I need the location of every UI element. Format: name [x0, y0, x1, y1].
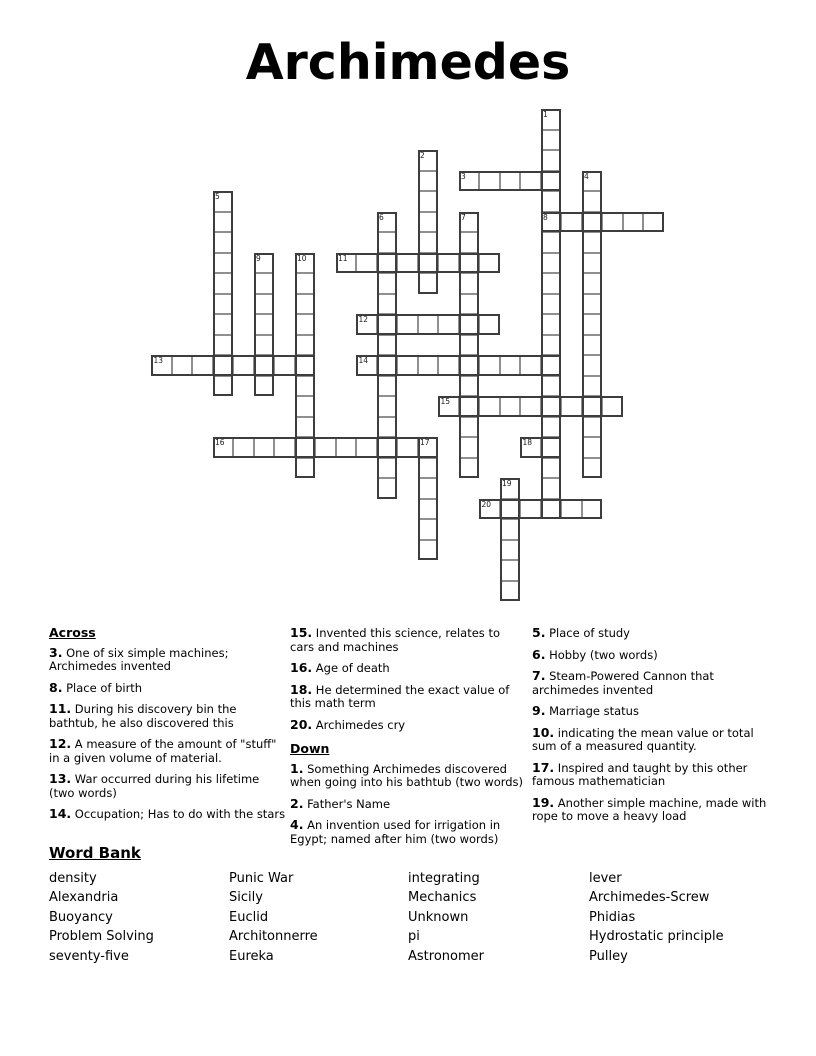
cell-number-4: 4 [584, 171, 589, 181]
grid-cell[interactable] [418, 273, 439, 294]
grid-cell[interactable] [377, 212, 398, 233]
grid-cell[interactable] [418, 499, 439, 520]
grid-cell[interactable] [541, 253, 562, 274]
clue-text: A measure of the amount of "stuff" in a given volume of material. [49, 737, 277, 765]
clue-number: 13. [49, 771, 72, 786]
clue-down-9 [532, 704, 769, 719]
grid-cell[interactable] [500, 581, 521, 602]
word-bank-item: density [49, 871, 97, 886]
clue-down-1 [290, 762, 527, 790]
grid-cell[interactable] [254, 335, 275, 356]
clue-column-1 [49, 626, 286, 829]
grid-cell[interactable] [295, 355, 316, 376]
grid-cell[interactable] [397, 355, 418, 376]
grid-cell[interactable] [295, 294, 316, 315]
clue-number: 15. [290, 625, 313, 640]
grid-cell[interactable] [418, 458, 439, 479]
clue-text: Occupation; Has to do with the stars [71, 807, 286, 821]
grid-cell[interactable] [356, 314, 377, 335]
grid-cell[interactable] [254, 253, 275, 274]
grid-cell[interactable] [254, 294, 275, 315]
grid-cell[interactable] [254, 376, 275, 397]
cell-number-16: 16 [215, 438, 225, 447]
grid-cell[interactable] [213, 253, 234, 274]
grid-cell[interactable] [459, 437, 480, 458]
cell-number-5: 5 [215, 192, 220, 201]
clue-text: Steam-Powered Cannon that archimedes invented [532, 669, 714, 697]
cell-number-18: 18 [522, 438, 533, 447]
grid-cell[interactable] [459, 417, 480, 438]
word-bank-columns [49, 869, 779, 966]
clue-down-6 [532, 648, 769, 663]
word-bank-column [49, 869, 229, 966]
grid-cell[interactable] [459, 355, 480, 376]
word-bank-item: Alexandria [49, 890, 119, 906]
cell-number-19: 19 [502, 479, 512, 488]
clue-across-11 [49, 702, 286, 730]
word-bank-heading: Word Bank [49, 844, 141, 862]
grid-cell[interactable] [438, 396, 459, 417]
grid-cell[interactable] [541, 109, 562, 130]
clue-down-5 [532, 626, 769, 641]
word-bank-item: Mechanics [408, 890, 477, 906]
grid-cell[interactable] [377, 314, 398, 335]
clue-down-4 [290, 818, 527, 846]
clue-text: Inspired and taught by this other famous mathematician [532, 760, 748, 788]
grid-cell[interactable] [541, 294, 562, 315]
word-bank-item: Architonnerre [229, 929, 318, 945]
clue-down-17 [532, 761, 769, 789]
word-bank-item: Astronomer [408, 948, 484, 964]
grid-cell[interactable] [541, 314, 562, 335]
grid-cell[interactable] [561, 396, 582, 417]
clue-across-20 [290, 718, 527, 733]
grid-cell[interactable] [438, 314, 459, 335]
clue-across-15 [290, 626, 527, 654]
grid-cell[interactable] [582, 232, 603, 253]
grid-cell[interactable] [582, 396, 603, 417]
grid-cell[interactable] [418, 150, 439, 171]
grid-cell[interactable] [377, 355, 398, 376]
clue-number: 2. [290, 795, 304, 811]
word-bank-item: Euclid [229, 909, 269, 925]
grid-cell[interactable] [295, 376, 316, 397]
grid-cell[interactable] [459, 294, 480, 315]
clue-number: 12. [49, 736, 72, 751]
grid-cell[interactable] [582, 458, 603, 479]
grid-cell[interactable] [418, 232, 439, 253]
grid-cell[interactable] [213, 212, 234, 233]
down-clues-list [290, 762, 527, 847]
grid-cell[interactable] [541, 355, 562, 376]
grid-cell[interactable] [213, 232, 234, 253]
grid-cell[interactable] [438, 355, 459, 376]
grid-cell[interactable] [541, 335, 562, 356]
clue-number: 9. [532, 703, 546, 718]
grid-cell[interactable] [213, 335, 234, 356]
grid-cell[interactable] [459, 171, 480, 192]
clue-down-19 [532, 796, 769, 824]
word-bank-item: Unknown [408, 909, 469, 925]
clue-across-18 [290, 683, 527, 711]
across-clues-list [49, 646, 286, 822]
grid-cell[interactable] [582, 417, 603, 438]
grid-cell[interactable] [541, 273, 562, 294]
grid-cell[interactable] [336, 437, 357, 458]
grid-cell[interactable] [377, 458, 398, 479]
grid-cell[interactable] [541, 499, 562, 520]
clue-number: 14. [49, 806, 72, 821]
grid-cell[interactable] [541, 396, 562, 417]
grid-cell[interactable] [295, 458, 316, 479]
grid-cell[interactable] [418, 191, 439, 212]
clue-number: 8. [49, 679, 63, 695]
grid-cell[interactable] [459, 335, 480, 356]
word-bank-item: Phidias [589, 909, 636, 925]
grid-cell[interactable] [582, 273, 603, 294]
grid-cell[interactable] [479, 314, 500, 335]
grid-cell[interactable] [520, 355, 541, 376]
grid-cell[interactable] [459, 314, 480, 335]
word-bank-item: Punic War [229, 871, 294, 886]
grid-cell[interactable] [295, 273, 316, 294]
grid-cell[interactable] [254, 273, 275, 294]
grid-cell[interactable] [418, 540, 439, 561]
grid-cell[interactable] [541, 191, 562, 212]
grid-cell[interactable] [541, 130, 562, 151]
clue-down-7 [532, 669, 769, 697]
cell-number-8: 8 [543, 212, 548, 222]
grid-cell[interactable] [479, 253, 500, 274]
grid-cell[interactable] [479, 499, 500, 520]
cell-number-1: 1 [543, 110, 548, 119]
clue-across-8 [49, 681, 286, 696]
grid-cell[interactable] [418, 212, 439, 233]
clue-number: 5. [532, 625, 546, 640]
grid-cell[interactable] [500, 355, 521, 376]
grid-cell[interactable] [274, 355, 295, 376]
clue-text: One of six simple machines; Archimedes invented [49, 645, 229, 673]
word-bank-item: Sicily [229, 890, 263, 906]
grid-cell[interactable] [418, 253, 439, 274]
grid-cell[interactable] [377, 437, 398, 458]
grid-cell[interactable] [295, 314, 316, 335]
grid-cell[interactable] [418, 519, 439, 540]
clue-text: Archimedes cry [312, 717, 406, 732]
clue-text: Invented this science, relates to cars and machines [290, 626, 500, 654]
clue-text: Marriage status [545, 704, 639, 718]
grid-cell[interactable] [172, 355, 193, 376]
grid-cell[interactable] [213, 314, 234, 335]
grid-cell[interactable] [274, 437, 295, 458]
grid-cell[interactable] [377, 232, 398, 253]
grid-cell[interactable] [213, 273, 234, 294]
grid-cell[interactable] [602, 212, 623, 233]
grid-cell[interactable] [418, 355, 439, 376]
grid-cell[interactable] [418, 314, 439, 335]
grid-cell[interactable] [418, 171, 439, 192]
cell-number-6: 6 [379, 212, 384, 222]
grid-cell[interactable] [541, 478, 562, 499]
clue-column-3 [532, 626, 769, 831]
grid-cell[interactable] [541, 232, 562, 253]
clue-number: 19. [532, 794, 555, 810]
grid-cell[interactable] [438, 253, 459, 274]
grid-cell[interactable] [192, 355, 213, 376]
clue-down-10 [532, 726, 769, 754]
clue-column-2 [290, 626, 527, 853]
grid-cell[interactable] [377, 417, 398, 438]
word-bank-item: Hydrostatic principle [589, 929, 724, 945]
clue-text: He determined the exact value of this math term [290, 682, 510, 710]
grid-cell[interactable] [582, 171, 603, 192]
grid-cell[interactable] [397, 253, 418, 274]
clue-text: Place of birth [62, 680, 143, 695]
grid-cell[interactable] [295, 335, 316, 356]
word-bank-item: lever [589, 871, 622, 886]
grid-cell[interactable] [356, 437, 377, 458]
clue-across-16 [290, 661, 527, 676]
grid-cell[interactable] [623, 212, 644, 233]
down-clues-list-2 [532, 626, 769, 824]
grid-cell[interactable] [295, 253, 316, 274]
grid-cell[interactable] [397, 314, 418, 335]
grid-cell[interactable] [356, 355, 377, 376]
crossword-grid [151, 109, 664, 601]
grid-cell[interactable] [377, 253, 398, 274]
grid-cell[interactable] [582, 355, 603, 376]
grid-cell[interactable] [254, 314, 275, 335]
grid-cell[interactable] [213, 376, 234, 397]
clue-text: During his discovery bin the bathtub, he also discovered this [49, 702, 237, 730]
grid-cell[interactable] [479, 171, 500, 192]
grid-cell[interactable] [479, 355, 500, 376]
grid-cell[interactable] [541, 437, 562, 458]
clue-number: 7. [532, 668, 546, 683]
cell-number-7: 7 [461, 212, 466, 222]
clue-across-3 [49, 646, 286, 674]
clue-text: indicating the mean value or total sum of a measured quantity. [532, 725, 754, 753]
clue-number: 4. [290, 817, 304, 832]
grid-cell[interactable] [418, 437, 439, 458]
clue-text: Hobby (two words) [545, 647, 658, 662]
word-bank-item: seventy-five [49, 948, 129, 964]
grid-cell[interactable] [582, 294, 603, 315]
grid-cell[interactable] [295, 396, 316, 417]
grid-cell[interactable] [520, 396, 541, 417]
cell-number-2: 2 [420, 151, 425, 160]
grid-cell[interactable] [602, 396, 623, 417]
word-bank [49, 844, 779, 966]
grid-cell[interactable] [582, 376, 603, 397]
grid-cell[interactable] [541, 417, 562, 438]
grid-cell[interactable] [459, 458, 480, 479]
grid-cell[interactable] [541, 212, 562, 233]
across-clues-list-2 [290, 626, 527, 732]
grid-cell[interactable] [459, 253, 480, 274]
word-bank-item: pi [408, 929, 420, 945]
word-bank-column [408, 869, 589, 966]
down-heading: Down [290, 741, 330, 756]
clue-across-12 [49, 737, 286, 765]
grid-cell[interactable] [295, 417, 316, 438]
word-bank-item: Archimedes-Screw [589, 890, 710, 906]
clue-number: 16. [290, 660, 313, 675]
grid-cell[interactable] [561, 499, 582, 520]
clue-number: 3. [49, 644, 63, 660]
grid-cell[interactable] [500, 171, 521, 192]
word-bank-item: Buoyancy [49, 909, 113, 925]
clue-across-13 [49, 772, 286, 800]
clue-number: 17. [532, 759, 555, 775]
grid-cell[interactable] [295, 437, 316, 458]
grid-cell[interactable] [459, 212, 480, 233]
grid-cell[interactable] [479, 396, 500, 417]
clue-number: 11. [49, 701, 72, 716]
page-title: Archimedes [245, 34, 571, 91]
word-bank-item: integrating [408, 871, 480, 886]
grid-cell[interactable] [582, 253, 603, 274]
clue-text: Something Archimedes discovered when going into his bathtub (two words) [290, 761, 524, 789]
grid-cell[interactable] [520, 171, 541, 192]
word-bank-item: Eureka [229, 948, 274, 964]
grid-cell[interactable] [582, 499, 603, 520]
cell-number-11: 11 [338, 253, 348, 263]
grid-cell[interactable] [377, 376, 398, 397]
grid-cell[interactable] [377, 273, 398, 294]
grid-cell[interactable] [213, 355, 234, 376]
grid-cell[interactable] [520, 437, 541, 458]
word-bank-item: Pulley [589, 948, 628, 964]
clue-text: War occurred during his lifetime (two words) [49, 772, 260, 800]
grid-cell[interactable] [315, 437, 336, 458]
cell-number-20: 20 [481, 499, 492, 509]
clue-number: 20. [290, 716, 313, 732]
grid-cell[interactable] [582, 437, 603, 458]
grid-cell[interactable] [213, 437, 234, 458]
grid-cell[interactable] [459, 376, 480, 397]
cell-number-15: 15 [440, 397, 451, 406]
across-heading: Across [49, 625, 96, 640]
clue-text: Another simple machine, made with rope to move a heavy load [532, 795, 767, 823]
cell-number-3: 3 [461, 171, 466, 181]
grid-cell[interactable] [336, 253, 357, 274]
clue-number: 6. [532, 646, 546, 662]
clue-text: An invention used for irrigation in Egypt; named after him (two words) [290, 818, 501, 846]
grid-cell[interactable] [213, 294, 234, 315]
cell-number-10: 10 [297, 253, 307, 263]
clue-across-14 [49, 807, 286, 822]
grid-cell[interactable] [520, 499, 541, 520]
grid-cell[interactable] [541, 171, 562, 192]
grid-cell[interactable] [377, 478, 398, 499]
grid-cell[interactable] [541, 150, 562, 171]
clue-number: 18. [290, 681, 313, 697]
grid-cell[interactable] [500, 396, 521, 417]
grid-cell[interactable] [541, 458, 562, 479]
grid-cell[interactable] [397, 437, 418, 458]
cell-number-13: 13 [153, 356, 164, 365]
grid-cell[interactable] [377, 335, 398, 356]
grid-cell[interactable] [500, 560, 521, 581]
grid-cell[interactable] [582, 314, 603, 335]
grid-cell[interactable] [459, 232, 480, 253]
clue-number: 1. [290, 760, 304, 776]
cell-number-12: 12 [358, 315, 369, 324]
grid-cell[interactable] [254, 355, 275, 376]
word-bank-item: Problem Solving [49, 929, 154, 945]
grid-cell[interactable] [500, 499, 521, 520]
clue-text: Place of study [545, 626, 630, 640]
clue-down-2 [290, 797, 527, 812]
grid-cell[interactable] [500, 478, 521, 499]
grid-cell[interactable] [459, 273, 480, 294]
grid-cell[interactable] [356, 253, 377, 274]
grid-cell[interactable] [643, 212, 664, 233]
grid-cell[interactable] [233, 355, 254, 376]
grid-cell[interactable] [582, 191, 603, 212]
cell-number-14: 14 [358, 356, 369, 365]
grid-cell[interactable] [377, 294, 398, 315]
grid-cell[interactable] [151, 355, 172, 376]
word-bank-column [229, 869, 408, 966]
grid-cell[interactable] [254, 437, 275, 458]
grid-cell[interactable] [418, 478, 439, 499]
grid-cell[interactable] [582, 335, 603, 356]
grid-cell[interactable] [377, 396, 398, 417]
clue-number: 10. [532, 724, 555, 740]
grid-cell[interactable] [500, 519, 521, 540]
grid-cell[interactable] [541, 376, 562, 397]
word-bank-column [589, 869, 779, 966]
grid-cell[interactable] [233, 437, 254, 458]
clue-text: Father's Name [303, 796, 391, 811]
grid-cell[interactable] [213, 191, 234, 212]
cell-number-17: 17 [420, 438, 430, 447]
clue-text: Age of death [312, 661, 390, 675]
grid-cell[interactable] [500, 540, 521, 561]
grid-cell[interactable] [582, 212, 603, 233]
grid-cell[interactable] [459, 396, 480, 417]
grid-cell[interactable] [561, 212, 582, 233]
cell-number-9: 9 [256, 253, 261, 263]
